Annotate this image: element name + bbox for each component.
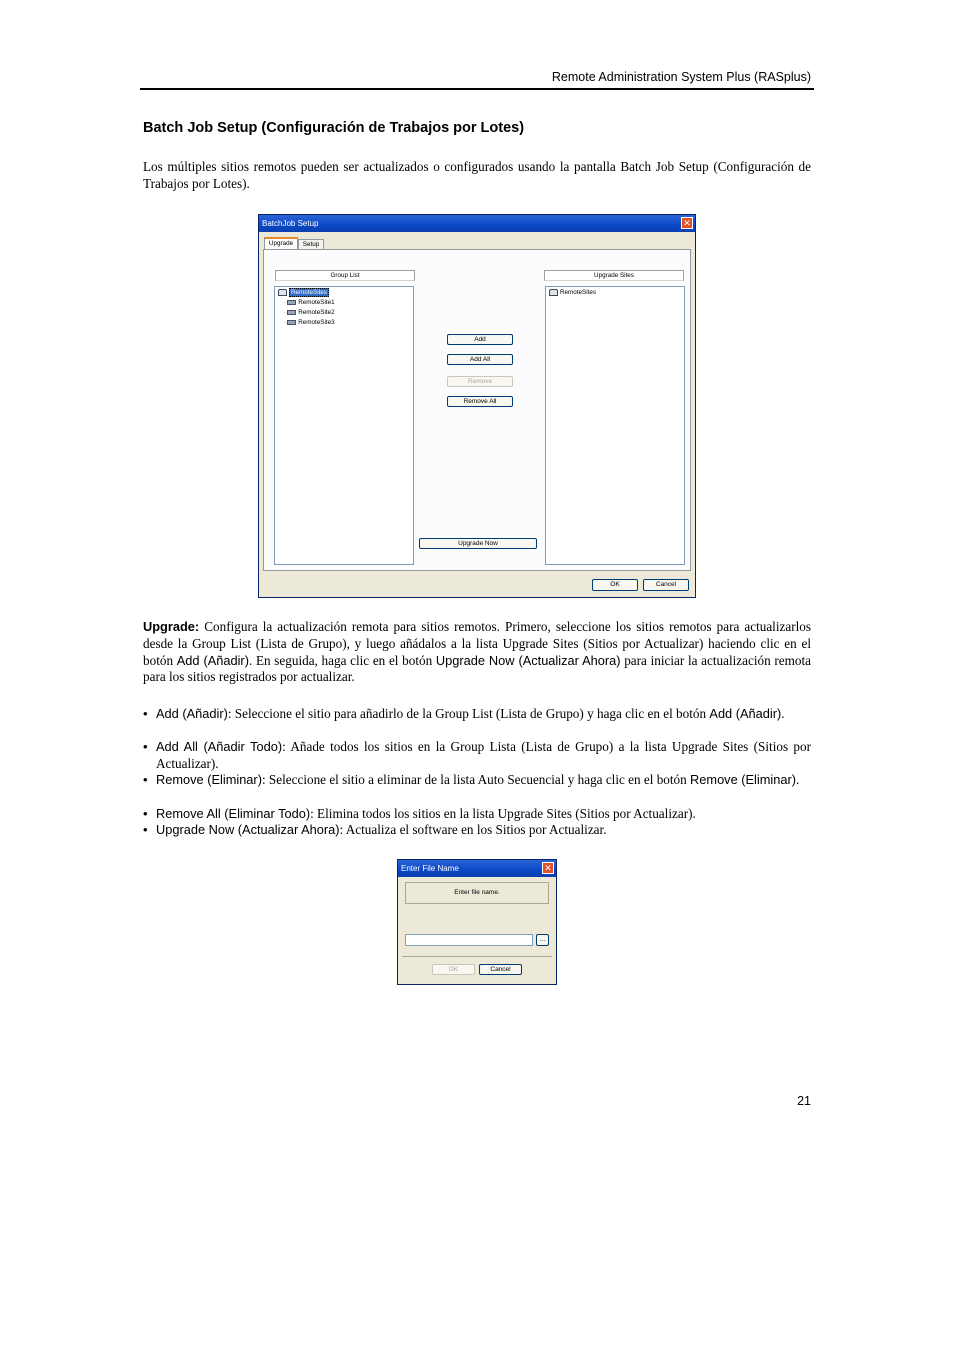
- dvr-icon: [287, 310, 296, 315]
- header-rule: [140, 88, 814, 90]
- browse-button[interactable]: ...: [536, 934, 549, 946]
- cancel-button[interactable]: Cancel: [643, 579, 689, 591]
- tree-item-remotesite1[interactable]: ·· RemoteSite1: [283, 299, 335, 306]
- group-list-header: Group List: [275, 270, 415, 281]
- ok-button[interactable]: OK: [592, 579, 638, 591]
- page-number: 21: [797, 1094, 811, 1108]
- intro-paragraph: Los múltiples sitios remotos pueden ser actualizados o configurados usando la pantalla Batch Job Setup (Configuración de Trabajos por Lotes).: [143, 159, 811, 191]
- window-title: BatchJob Setup: [259, 215, 695, 232]
- cancel-button[interactable]: Cancel: [479, 964, 522, 975]
- upgrade-now-button[interactable]: Upgrade Now: [419, 538, 537, 549]
- add-all-button[interactable]: Add All: [447, 354, 513, 365]
- upgrade-paragraph: Upgrade: Configura la actualización remota para sitios remotos. Primero, seleccione los sitios remotos para actualizarlos desde la Group List (Lista de Grupo), y luego añádalos a la lista Upgrade Sites (Sitios por Actualizar) haciendo clic en el botón Add (Añadir). En seguida, haga clic en el botón Upgrade Now (Actualizar Ahora) para iniciar la actualización remota para los sitios registrados por actualizar.: [143, 619, 811, 685]
- add-button[interactable]: Add: [447, 334, 513, 345]
- ok-button[interactable]: OK: [432, 964, 475, 975]
- close-icon[interactable]: ✕: [681, 217, 693, 229]
- close-icon[interactable]: ✕: [542, 862, 554, 874]
- bullet-upgrade-now: • Upgrade Now (Actualizar Ahora): Actualiza el software en los Sitios por Actualizar.: [143, 822, 607, 837]
- tree-item-remotesite3[interactable]: ·· RemoteSite3: [283, 319, 335, 326]
- group-icon: [278, 289, 287, 296]
- remove-all-button[interactable]: Remove All: [447, 396, 513, 407]
- batch-job-setup-window: [258, 214, 696, 598]
- enter-file-name-window: [397, 859, 557, 985]
- tree-root-remotesites[interactable]: RemoteSites: [278, 289, 329, 297]
- tab-upgrade[interactable]: Upgrade: [264, 237, 298, 249]
- message-box: Enter file name.: [405, 882, 549, 904]
- bullet-remove-all: • Remove All (Eliminar Todo): Elimina todos los sitios en la lista Upgrade Sites (Sitios por Actualizar).: [143, 806, 696, 821]
- upgrade-sites-list[interactable]: [545, 286, 685, 565]
- dvr-icon: [287, 320, 296, 325]
- tab-page: [263, 249, 691, 571]
- remove-button[interactable]: Remove: [447, 376, 513, 387]
- group-list-tree[interactable]: [274, 286, 414, 565]
- tab-setup[interactable]: Setup: [298, 239, 324, 249]
- file-name-input[interactable]: [405, 934, 533, 946]
- tree-item-remotesite2[interactable]: ·· RemoteSite2: [283, 309, 335, 316]
- running-header: Remote Administration System Plus (RASplus): [551, 70, 811, 84]
- dialog-title: Enter File Name: [398, 860, 556, 877]
- upgrade-label: Upgrade:: [143, 619, 200, 634]
- upgrade-sites-header: Upgrade Sites: [544, 270, 684, 281]
- section-title: Batch Job Setup (Configuración de Trabajos por Lotes): [143, 120, 525, 136]
- divider: [402, 956, 552, 957]
- bullet-add-all: • Add All (Añadir Todo): Añade todos los sitios en la Group Lista (Lista de Grupo) a la lista Upgrade Sites (Sitios por Actualizar).: [143, 739, 811, 771]
- group-icon: [549, 289, 558, 296]
- upgrade-site-item[interactable]: RemoteSites: [549, 289, 596, 297]
- bullet-remove: • Remove (Eliminar): Seleccione el sitio a eliminar de la lista Auto Secuencial y haga clic en el botón Remove (Eliminar).: [143, 772, 800, 787]
- bullet-add: • Add (Añadir): Seleccione el sitio para añadirlo de la Group List (Lista de Grupo) y haga clic en el botón Add (Añadir).: [143, 706, 785, 721]
- dvr-icon: [287, 300, 296, 305]
